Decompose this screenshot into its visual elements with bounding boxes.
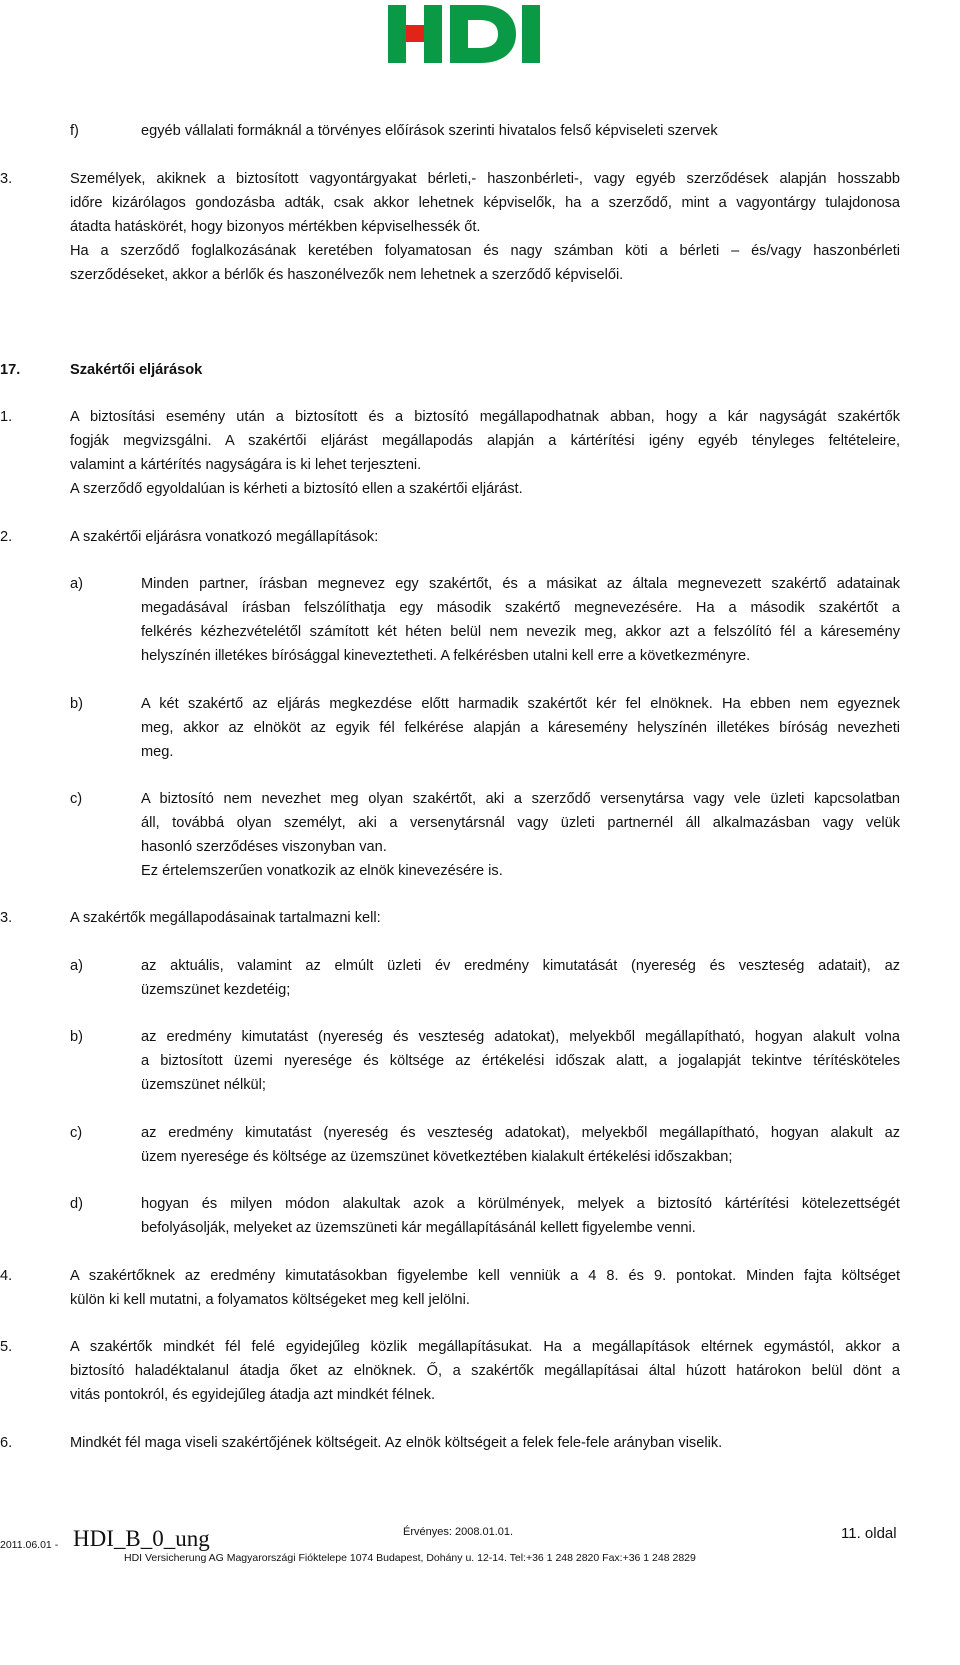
item-label: 2. xyxy=(0,529,13,545)
item-label: 5. xyxy=(0,1339,13,1355)
text-line: Ez értelemszerűen vonatkozik az elnök kinevezésére is. xyxy=(141,863,503,879)
text-line: az eredmény kimutatást (nyereség és veszteség adatokat), melyekből megállapítható, hogyan alakult volna xyxy=(141,1029,900,1045)
hdi-logo-letter-d xyxy=(450,5,516,63)
text-line: valamint a kártérítés nagyságára is ki lehet terjeszteni. xyxy=(70,457,422,473)
text-line: Mindkét fél maga viseli szakértőjének költségeit. Az elnök költségeit a felek fele-fele arányban viselik. xyxy=(70,1435,723,1451)
item-f-text: egyéb vállalati formáknál a törvényes előírások szerinti hivatalos felső képviseleti szervek xyxy=(141,123,718,139)
text-line: biztosító haladéktalanul átadja őket az elnöknek. Ő, a szakértők megállapításai által húzott határokon belül dönt a xyxy=(70,1363,900,1379)
text-line: A szerződő egyoldalúan is kérheti a biztosító ellen a szakértői eljárást. xyxy=(70,481,523,497)
item-label: 6. xyxy=(0,1435,13,1451)
item-label: f) xyxy=(70,123,79,139)
text-line: helyszínén illetékes bírósággal kineveztetheti. A felkérésben utalni kell erre a következményre. xyxy=(141,648,751,664)
text-line: áll, továbbá olyan személyt, aki a versenytársnál vagy üzleti partnernél áll alkalmazásban vagy velük xyxy=(141,815,900,831)
text-line: befolyásolják, melyeket az üzemszüneti kár megállapításánál kellett figyelembe venni. xyxy=(141,1220,696,1236)
footer-address: HDI Versicherung AG Magyarországi Fióktelepe 1074 Budapest, Dohány u. 12-14. Tel:+36 1 248 2820 Fax:+36 1 248 2829 xyxy=(124,1552,696,1564)
text-line: A szakértők mindkét fél felé egyidejűleg közlik megállapításukat. Ha a megállapítások eltérnek egymástól, akkor a xyxy=(70,1339,900,1355)
text-line: átadta hatáskörét, hogy bizonyos mértékben képviselhessék őt. xyxy=(70,219,481,235)
text-line: Ha a szerződő foglalkozásának keretében folyamatosan és nagy számban köti a bérleti – és/vagy haszonbérleti xyxy=(70,243,900,259)
text-line: A két szakértő az eljárás megkezdése előtt harmadik szakértőt kér fel elnöknek. Ha ebben nem egyeznek xyxy=(141,696,900,712)
text-line: felkérés kézhezvételétől számított két héten belül nem nevezik meg, akkor azt a felszólító fél a káresemény xyxy=(141,624,900,640)
hdi-logo-letter-h xyxy=(388,5,442,63)
text-line: az aktuális, valamint az elmúlt üzleti év eredmény kimutatását (nyereség és veszteség adatait), az xyxy=(141,958,900,974)
item-label: b) xyxy=(70,1029,83,1045)
text-line: A biztosító nem nevezhet meg olyan szakértőt, aki a szerződő versenytársa vagy vele üzleti kapcsolatban xyxy=(141,791,900,807)
text-line: szerződéseket, akkor a bérlők és haszonélvezők nem lehetnek a szerződő képviselői. xyxy=(70,267,624,283)
text-line: Minden partner, írásban megnevez egy szakértőt, és a másikat az általa megnevezett szakértő adatainak xyxy=(141,576,900,592)
hdi-logo xyxy=(388,3,560,69)
text-line: meg, akkor az elnököt az egyik fél felkérése alapján a káresemény helyszínén illetékes bíróság nevezheti xyxy=(141,720,900,736)
text-line: Személyek, akiknek a biztosított vagyontárgyakat bérleti,- haszonbérleti-, vagy egyéb szerződések alapján hosszabb xyxy=(70,171,900,187)
item-label: 3. xyxy=(0,171,13,187)
text-line: vitás pontokról, és egyidejűleg átadja azt mindkét félnek. xyxy=(70,1387,436,1403)
item-label: c) xyxy=(70,1125,83,1141)
text-line: üzem nyeresége és költsége az üzemszünet következtében kialakult értékelési időszakban; xyxy=(141,1149,733,1165)
section-title: Szakértői eljárások xyxy=(70,362,203,378)
text-line: a biztosított üzemi nyeresége és költsége az értékelési időszak alatt, a jogalapját tekintve térítésköteles xyxy=(141,1053,900,1069)
footer-valid-date: Érvényes: 2008.01.01. xyxy=(403,1526,514,1538)
footer-document-code: HDI_B_0_ung xyxy=(73,1526,210,1551)
item-label: 3. xyxy=(0,910,13,926)
footer-page-number: 11. oldal xyxy=(841,1525,897,1542)
hdi-logo-letter-i xyxy=(522,5,540,63)
text-line: külön ki kell mutatni, a folyamatos költségeket meg kell jelölni. xyxy=(70,1292,470,1308)
text-line: A szakértői eljárásra vonatkozó megállapítások: xyxy=(70,529,379,545)
text-line: megadásával írásban felszólíthatja egy második szakértő megnevezésére. Ha a második szakértőt a xyxy=(141,600,900,616)
item-label: d) xyxy=(70,1196,83,1212)
text-line: A biztosítási esemény után a biztosított és a biztosító megállapodhatnak abban, hogy a kár nagyságát szakértők xyxy=(70,409,900,425)
text-line: időre kizárólagos gondozásba adták, csak akkor lehetnek képviselők, ha a szerződő, mint a vagyontárgy tulajdonosa xyxy=(70,195,900,211)
section-number: 17. xyxy=(0,362,21,378)
item-label: a) xyxy=(70,958,83,974)
text-line: hogyan és milyen módon alakultak azok a körülmények, melyek a biztosító kártérítési kötelezettségét xyxy=(141,1196,900,1212)
text-line: hasonló szerződéses viszonyban van. xyxy=(141,839,387,855)
text-line: üzemszünet nélkül; xyxy=(141,1077,266,1093)
item-label: c) xyxy=(70,791,83,807)
footer-date: 2011.06.01 - xyxy=(0,1539,59,1551)
item-label: 1. xyxy=(0,409,13,425)
item-label: b) xyxy=(70,696,83,712)
text-line: fogják megvizsgálni. A szakértői eljárást megállapodás alapján a kártérítési igény egyéb tényleges feltételeire, xyxy=(70,433,900,449)
text-line: az eredmény kimutatást (nyereség és veszteség adatokat), melyekből megállapítható, hogyan alakult az xyxy=(141,1125,900,1141)
text-line: A szakértőknek az eredmény kimutatásokban figyelembe kell venniük a 4 8. és 9. pontokat. Minden fajta költséget xyxy=(70,1268,900,1284)
text-line: A szakértők megállapodásainak tartalmazni kell: xyxy=(70,910,381,926)
item-label: a) xyxy=(70,576,83,592)
text-line: üzemszünet kezdetéig; xyxy=(141,982,291,998)
text-line: meg. xyxy=(141,744,174,760)
item-label: 4. xyxy=(0,1268,13,1284)
